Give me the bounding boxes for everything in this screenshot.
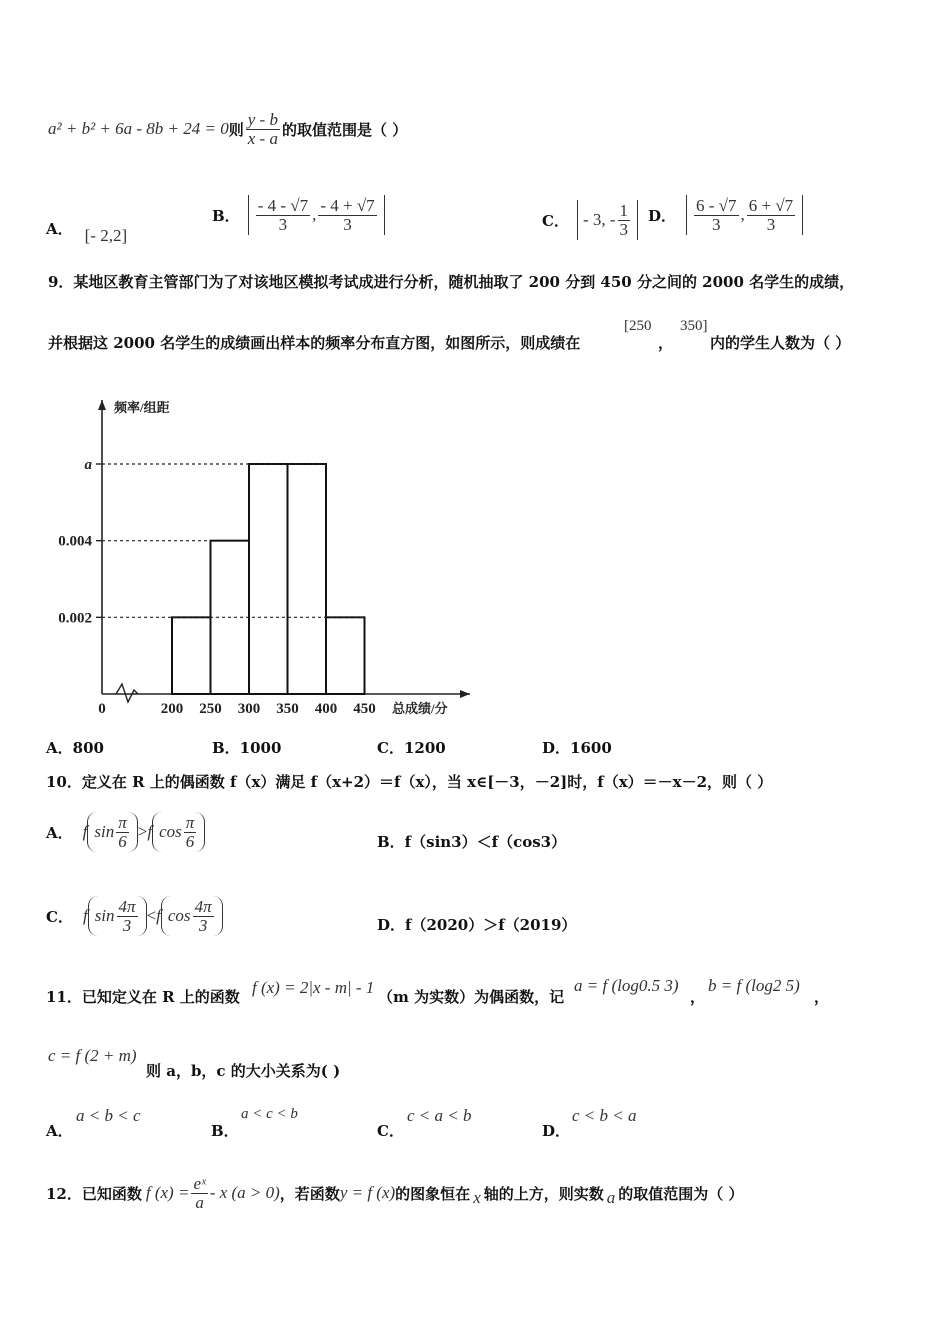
- q12-stem: [46, 1166, 743, 1220]
- q8-option-d-label: D．: [648, 206, 677, 225]
- q9-option-a: A．800: [46, 739, 104, 757]
- q8-option-a-value: [- 2,2]: [84, 226, 128, 245]
- y-axis-arrow: [98, 400, 106, 410]
- q8-option-d: [648, 186, 803, 244]
- q12-f-lhs: f (x) =: [145, 1183, 190, 1202]
- q12-pre: 12．已知函数: [46, 1184, 142, 1203]
- q11-c-value: c < a < b: [407, 1106, 472, 1125]
- q11-d-label: D．: [542, 1122, 571, 1140]
- q11-c-def: c = f (2 + m): [48, 1046, 137, 1065]
- q10-option-a: [46, 806, 205, 858]
- q8-frac-den: x - a: [247, 128, 278, 148]
- q8-option-a-label: A．: [46, 219, 73, 238]
- q9-interval-comma: ，: [658, 334, 674, 352]
- q8-option-b-bracket: $\frac{- 4 - √7}{3}$ , $\frac{- 4 + √7}{3}$: [248, 195, 385, 236]
- q10-a-sin: sin: [94, 822, 115, 841]
- q12-x: x: [473, 1188, 481, 1207]
- q10-c-arg1: [88, 896, 147, 937]
- q8-equation: a² + b² + 6a - 8b + 24 = 0: [48, 119, 229, 138]
- x-tick-label: 350: [276, 701, 299, 717]
- q8-option-c-bracket: [577, 200, 638, 241]
- x-tick-label: 400: [314, 701, 338, 717]
- x-axis-arrow: [460, 690, 470, 698]
- q8-option-b-label: B．: [212, 206, 240, 225]
- histogram-bar: [288, 464, 327, 694]
- q12-a: a: [606, 1188, 616, 1207]
- x-tick-label: 0: [98, 701, 106, 717]
- q11-b-def: b = f (log2 5): [708, 976, 800, 995]
- q10-option-d: D．f（2020）＞f（2019）: [377, 916, 577, 934]
- q9-line2-post: 内的学生人数为（ ）: [710, 334, 851, 352]
- q8-option-a: [46, 208, 127, 248]
- q8-option-b: [212, 186, 385, 244]
- y-tick-label: 0.004: [58, 533, 92, 550]
- q8-b-den2: 3: [343, 214, 352, 234]
- q11-b-label: B．: [211, 1122, 239, 1140]
- histogram-bar: [172, 617, 211, 694]
- q10-c-cos: cos: [167, 906, 191, 925]
- q10-c-f2: f: [156, 906, 161, 925]
- q11-c-label: C．: [377, 1122, 404, 1140]
- q10-a-pi1: π: [118, 812, 127, 832]
- q12-f-rhs: - x (a > 0): [209, 1183, 280, 1202]
- q8-d-num2: 6 + √7: [748, 195, 794, 215]
- q11-b-value: a < c < b: [241, 1106, 298, 1122]
- q10-option-c: [46, 890, 223, 942]
- q11-a-def: a = f (log0.5 3): [574, 976, 679, 995]
- q10-a-six2: 6: [185, 831, 195, 851]
- x-tick-label: 450: [353, 701, 376, 717]
- q9-line2-pre: 并根据这 2000 名学生的成绩画出样本的频率分布直方图，如图所示，则成绩在: [48, 334, 581, 352]
- q10-a-gt: >: [137, 822, 148, 841]
- q11-sep2: ，: [814, 988, 830, 1006]
- y-tick-label: a: [84, 457, 92, 473]
- q9-interval-right: 350]: [680, 318, 708, 334]
- q10-a-cos: cos: [159, 822, 182, 841]
- q10-a-arg1: [87, 812, 137, 853]
- q8-c-num: 1: [619, 200, 629, 220]
- q10-c-lt: <: [146, 906, 157, 925]
- q10-c-4pi2: 4π: [194, 896, 212, 916]
- x-tick-label: 200: [160, 701, 184, 717]
- q11-tail: 则 a，b，c 的大小关系为( ): [146, 1062, 341, 1080]
- q11-sep1: ，: [690, 988, 706, 1006]
- q11-pre: 11．已知定义在 R 上的函数: [46, 988, 240, 1006]
- q10-option-b: B．f（sin3）＜f（cos3）: [377, 833, 567, 851]
- q8-d-num1: 6 - √7: [696, 195, 737, 215]
- y-tick-label: 0.002: [58, 610, 92, 627]
- q8-b-num2: - 4 + √7: [320, 195, 375, 215]
- q10-a-f1: f: [82, 822, 88, 841]
- q10-a-six1: 6: [118, 831, 127, 851]
- q11-d-value: c < b < a: [572, 1106, 637, 1125]
- q8-stem: [48, 104, 407, 154]
- x-tick-label: 250: [199, 701, 222, 717]
- q10-c-three1: 3: [122, 915, 132, 935]
- histogram-bar: [326, 617, 365, 694]
- q8-option-d-bracket: $\frac{6 - √7}{3}$ , $\frac{6 + √7}{3}$: [686, 195, 803, 236]
- q8-stem-tail: 的取值范围是（ ）: [281, 120, 408, 139]
- q12-mid2: 的图象恒在: [395, 1184, 471, 1203]
- q10-c-label: C．: [46, 907, 73, 926]
- q12-fraction: [191, 1175, 207, 1212]
- q10-a-pi2: π: [185, 812, 195, 832]
- histogram-bar: [249, 464, 288, 694]
- q8-frac-num: y - b: [247, 109, 278, 129]
- q8-c-den: 3: [619, 219, 629, 239]
- x-tick-label: 300: [237, 701, 261, 717]
- q10-c-f1: f: [82, 906, 88, 925]
- q9-line1: 9．某地区教育主管部门为了对该地区模拟考试成进行分析，随机抽取了 200 分到 450 分之间的 2000 名学生的成绩，: [48, 273, 855, 291]
- q10-stem: 10．定义在 R 上的偶函数 f（x）满足 f（x+2）＝f（x），当 x∈[－3，－2]时，f（x）＝－x－2，则（ ）: [46, 773, 773, 791]
- q9-option-c: C．1200: [377, 739, 446, 757]
- q8-option-c-label: C．: [542, 211, 569, 230]
- q11-func: f (x) = 2|x - m| - 1: [252, 978, 375, 997]
- q10-c-sin: sin: [94, 906, 115, 925]
- q11-a-label: A．: [46, 1122, 73, 1140]
- q9-option-d: D．1600: [542, 739, 612, 757]
- q8-ze: 则: [228, 120, 244, 139]
- q12-yfx: y = f (x): [339, 1183, 396, 1202]
- q10-a-arg2: [152, 812, 205, 853]
- q12-den: a: [195, 1192, 204, 1212]
- q10-c-4pi1: 4π: [118, 896, 136, 916]
- q8-fraction: [246, 111, 280, 148]
- q8-b-den1: 3: [278, 214, 288, 234]
- histogram-chart: [40, 386, 480, 726]
- q8-c-pre: - 3, -: [582, 210, 616, 229]
- q12-mid3: 轴的上方，则实数: [483, 1184, 604, 1203]
- q8-b-num1: - 4 - √7: [257, 195, 309, 215]
- q10-a-f2: f: [147, 822, 153, 841]
- q11-mid: （m 为实数）为偶函数，记: [378, 988, 565, 1006]
- q12-tail: 的取值范围为（ ）: [618, 1184, 744, 1203]
- q11-a-value: a < b < c: [76, 1106, 141, 1125]
- q10-c-arg2: [161, 896, 223, 937]
- q12-num: eˣ: [193, 1173, 206, 1193]
- q9-option-b: B．1000: [212, 739, 282, 757]
- x-axis-label: 总成绩/分: [392, 701, 448, 716]
- q8-d-den1: 3: [712, 214, 721, 234]
- q12-mid1: ，若函数: [279, 1184, 340, 1203]
- q8-option-c: [542, 192, 638, 248]
- y-axis-label: 频率/组距: [114, 400, 170, 415]
- q8-d-den2: 3: [766, 214, 776, 234]
- axis-break: [116, 684, 138, 702]
- q9-interval-left: [250: [624, 318, 652, 334]
- q10-a-label: A．: [46, 823, 73, 842]
- q10-c-three2: 3: [198, 915, 208, 935]
